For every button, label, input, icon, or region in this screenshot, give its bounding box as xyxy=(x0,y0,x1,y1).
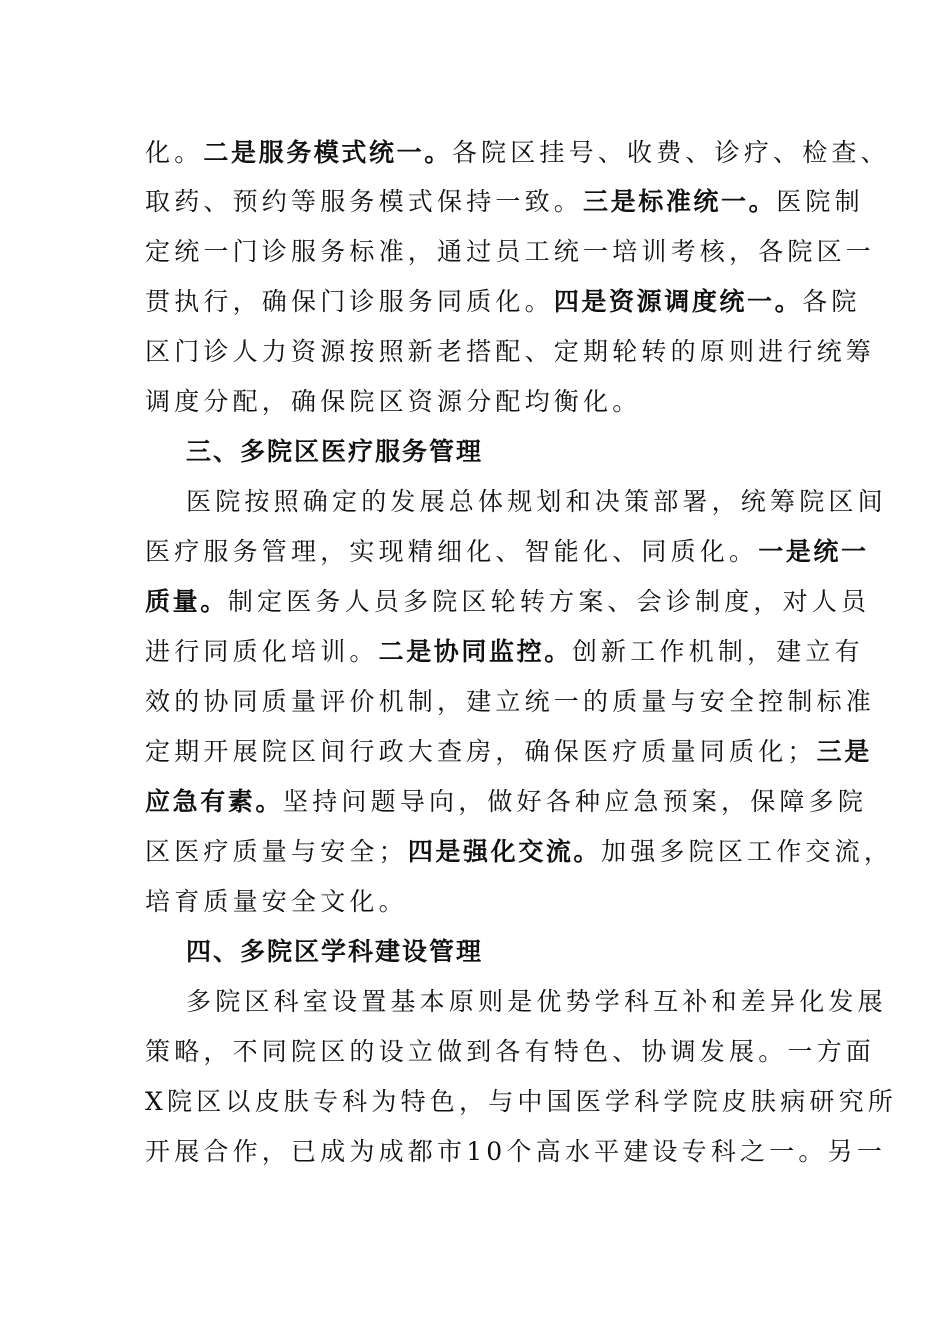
paragraph-line: 培育质量安全文化。 xyxy=(145,887,408,916)
text-run: 创新工作机制，建立有 xyxy=(571,637,864,666)
paragraph-line: 定统一门诊服务标准，通过员工统一培训考核，各院区一 xyxy=(145,237,876,266)
text-run: 贯执行，确保门诊服务同质化。 xyxy=(145,287,554,316)
text-run: 各院区挂号、收费、诊疗、检查、 xyxy=(451,138,890,167)
emphasis-run: 二是服务模式统一。 xyxy=(203,138,452,167)
text-run: 区医疗质量与安全； xyxy=(145,837,408,866)
text-run: 医疗服务管理，实现精细化、智能化、同质化。 xyxy=(145,537,759,566)
text-run: 加强多院区工作交流， xyxy=(601,837,894,866)
paragraph-line: 区门诊人力资源按照新老搭配、定期轮转的原则进行统筹 xyxy=(145,337,876,366)
paragraph-line xyxy=(145,732,872,772)
paragraph-line: 效的协同质量评价机制，建立统一的质量与安全控制标准 xyxy=(145,687,876,716)
paragraph-line: 策略，不同院区的设立做到各有特色、协调发展。一方面 xyxy=(145,1037,876,1066)
emphasis-run: 一是统一 xyxy=(758,537,869,566)
emphasis-run: 二是协同监控。 xyxy=(378,637,572,666)
paragraph-line xyxy=(145,632,864,672)
paragraph-line: 多院区科室设置基本原则是优势学科互补和差异化发展 xyxy=(186,987,887,1016)
paragraph-line xyxy=(145,282,861,322)
section-heading-3: 三、多院区医疗服务管理 xyxy=(186,437,484,466)
emphasis-run: 四是资源调度统一。 xyxy=(553,287,803,316)
paragraph-line xyxy=(145,782,867,822)
paragraph-line: X院区以皮肤专科为特色，与中国医学科学院皮肤病研究所 xyxy=(145,1087,898,1116)
paragraph-line: 调度分配，确保院区资源分配均衡化。 xyxy=(145,387,642,416)
text-run: 医院制 xyxy=(776,187,864,216)
text-run: 定期开展院区间行政大查房，确保医疗质量同质化； xyxy=(145,737,817,766)
text-run: 制定医务人员多院区轮转方案、会诊制度，对人员 xyxy=(227,587,871,616)
paragraph-line xyxy=(145,832,893,872)
emphasis-run: 三是标准统一。 xyxy=(583,187,777,216)
paragraph-line: 开展合作，已成为成都市10个高水平建设专科之一。另一 xyxy=(145,1137,887,1166)
section-heading-4: 四、多院区学科建设管理 xyxy=(186,937,484,966)
paragraph-line xyxy=(145,133,890,173)
paragraph-line xyxy=(145,182,864,222)
emphasis-run: 应急有素。 xyxy=(145,787,284,816)
text-run: 进行同质化培训。 xyxy=(145,637,379,666)
text-run: 取药、预约等服务模式保持一致。 xyxy=(145,187,584,216)
emphasis-run: 质量。 xyxy=(145,587,228,616)
text-run: 各院 xyxy=(802,287,861,316)
paragraph-line xyxy=(145,582,870,622)
emphasis-run: 三是 xyxy=(816,737,872,766)
text-run: 化。 xyxy=(145,138,204,167)
paragraph-line: 医院按照确定的发展总体规划和决策部署，统筹院区间 xyxy=(186,487,887,516)
paragraph-line xyxy=(145,532,869,572)
emphasis-run: 四是强化交流。 xyxy=(407,837,602,866)
text-run: 坚持问题导向，做好各种应急预案，保障多院 xyxy=(283,787,868,816)
